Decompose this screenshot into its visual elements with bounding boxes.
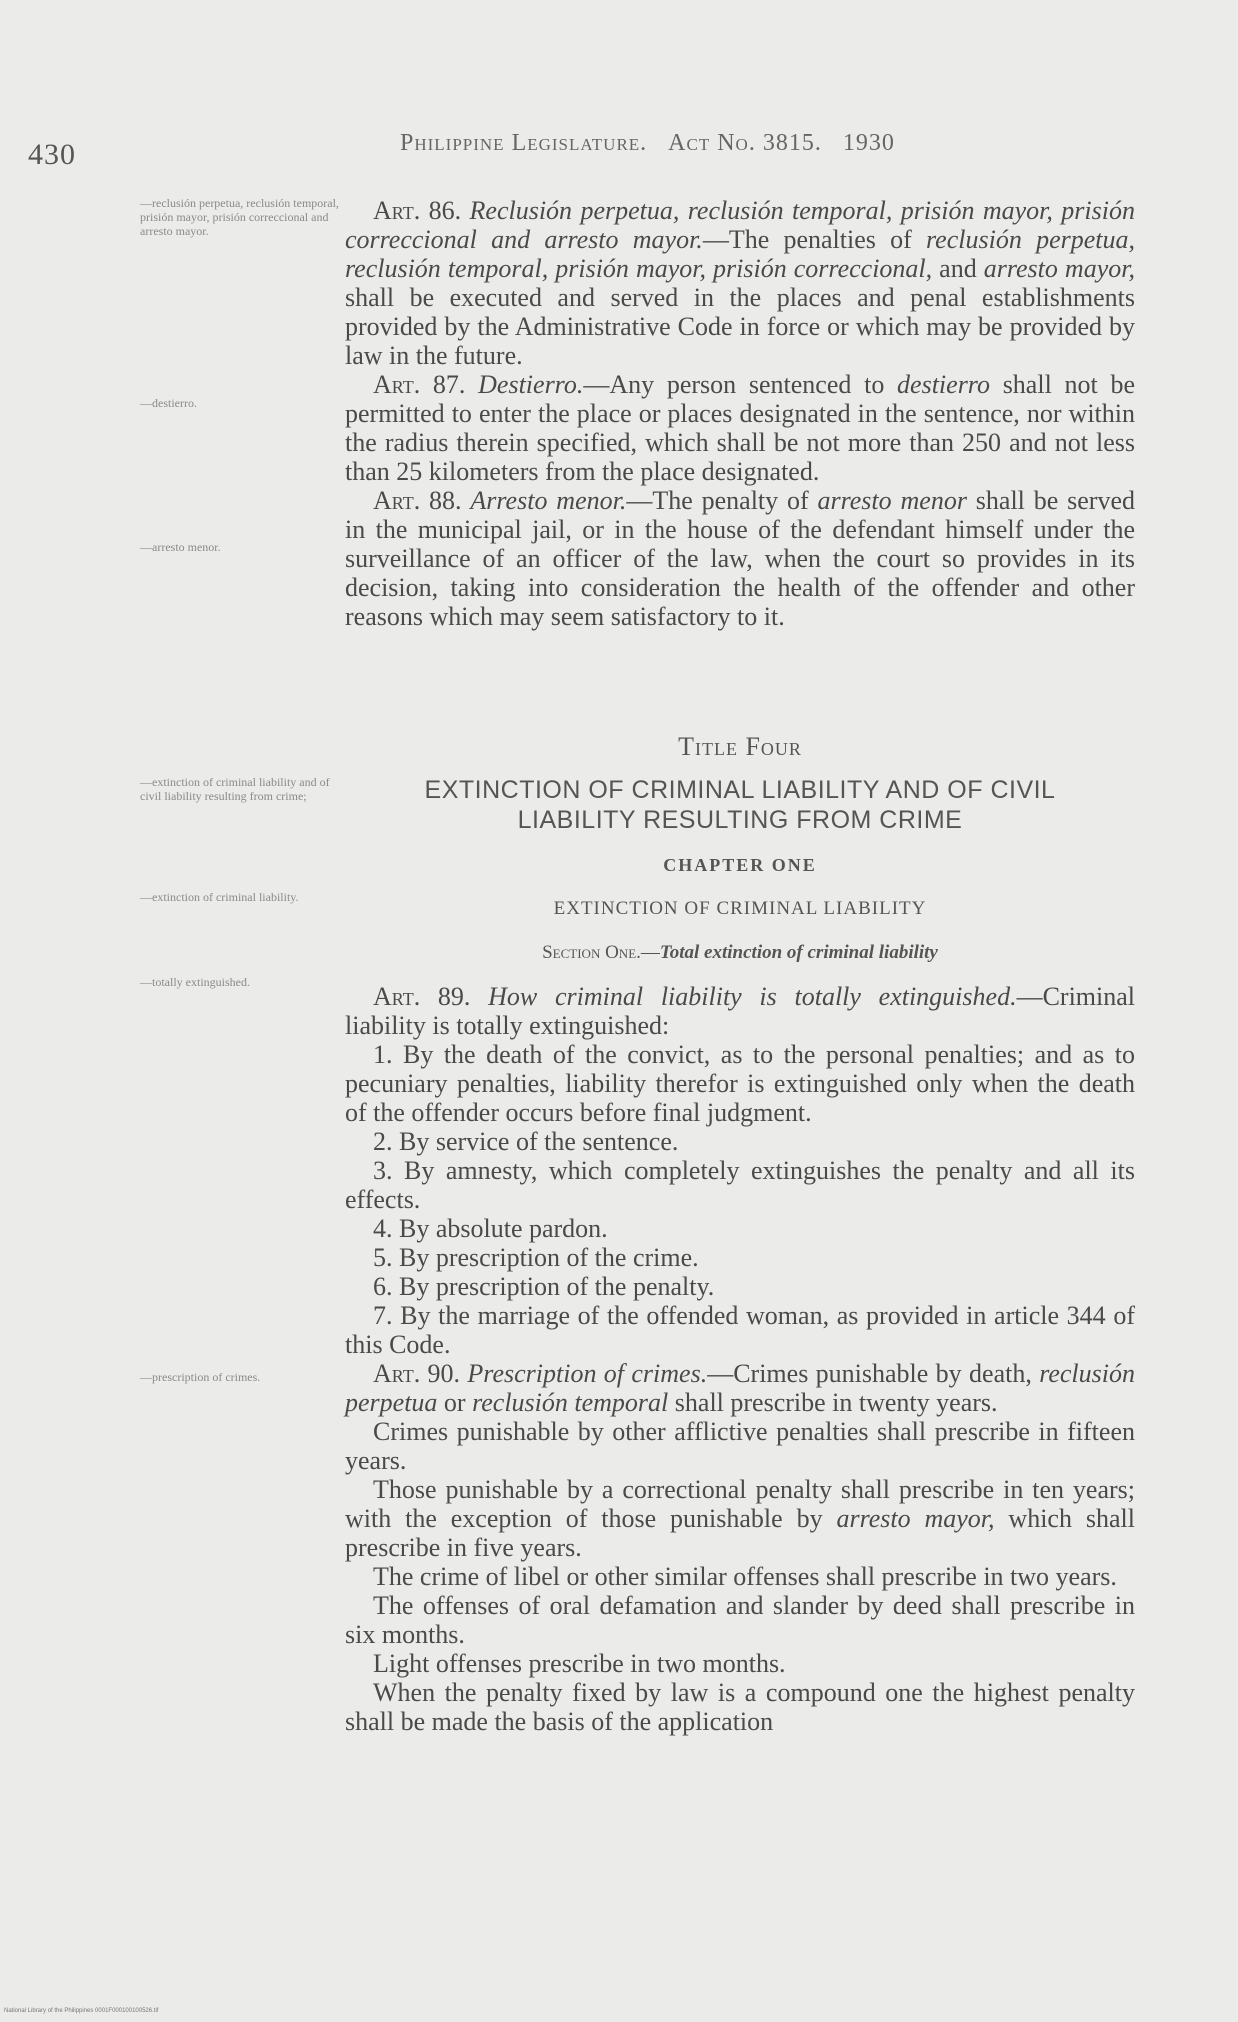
articles-86-88 xyxy=(345,196,1135,631)
article-89-item-6: 6. By prescription of the penalty. xyxy=(373,1272,715,1301)
section-label: Section One. xyxy=(542,942,641,963)
article-90-p4: The crime of libel or other similar offenses shall prescribe in two years. xyxy=(373,1562,1117,1591)
section-dash: — xyxy=(640,942,660,963)
article-86-text-e: shall be executed and served in the places and penal establishments provided by the Administrative Code in force or which may be provided by law in the future. xyxy=(345,283,1135,370)
article-87-text-a: Any person sentenced to xyxy=(609,370,898,399)
article-90-p1-a: Crimes punishable by death, xyxy=(733,1359,1040,1388)
article-86 xyxy=(345,196,1135,370)
article-88-text-b: arresto menor xyxy=(817,486,967,515)
article-90-p7: When the penalty fixed by law is a compound one the highest penalty shall be made the basis of the application xyxy=(345,1678,1135,1736)
running-head-act: Act No. 3815. xyxy=(668,130,822,156)
article-86-title: Reclusión perpetua, reclusión temporal, prisión mayor, prisión correccional and arresto mayor. xyxy=(345,196,1135,254)
article-87-title: Destierro. xyxy=(478,370,584,399)
article-89 xyxy=(345,982,1135,1040)
article-86-text-c: and xyxy=(932,254,984,283)
margin-note-reclusion: —reclusión perpetua, reclusión temporal, prisión mayor, prisión correccional and arresto mayor. xyxy=(140,196,339,238)
article-89-item-3: 3. By amnesty, which completely extinguishes the penalty and all its effects. xyxy=(345,1156,1135,1214)
section-title: Total extinction of criminal liability xyxy=(659,942,938,963)
article-86-text-b: reclusión perpetua, reclusión temporal, prisión mayor, prisión correccional, xyxy=(345,225,1135,283)
article-89-item-1: 1. By the death of the convict, as to the personal penalties; and as to pecuniary penalties, liability therefor is extinguished only when the death of the offender occurs before final judgment. xyxy=(345,1040,1135,1127)
article-86-text-a: The penalties of xyxy=(728,225,927,254)
article-89-title: How criminal liability is totally extinguished. xyxy=(488,982,1017,1011)
margin-note-arresto-menor: —arresto menor. xyxy=(140,540,221,554)
article-88-dash: — xyxy=(626,486,653,515)
margin-note-extinction-civil: —extinction of criminal liability and of civil liability resulting from crime; xyxy=(140,775,330,803)
article-90-p1-c: or xyxy=(437,1388,473,1417)
section-heading xyxy=(345,942,1135,964)
article-89-item-7: 7. By the marriage of the offended woman, as provided in article 344 of this Code. xyxy=(345,1301,1135,1359)
article-89-item-5: 5. By prescription of the crime. xyxy=(373,1243,699,1272)
article-89-label: Art. 89. xyxy=(373,982,471,1011)
margin-note-extinction-criminal: —extinction of criminal liability. xyxy=(140,890,299,904)
article-89-intro: Criminal liability is totally extinguished: xyxy=(345,982,1136,1040)
margin-note-prescription: —prescription of crimes. xyxy=(140,1370,261,1384)
article-90-p1-e: shall prescribe in twenty years. xyxy=(668,1388,998,1417)
scan-footer: National Library of the Philippines 0001F000100100526.tif xyxy=(4,2008,159,2014)
article-88-text-a: The penalty of xyxy=(652,486,818,515)
article-90-p3-c: which shall prescribe in five years. xyxy=(345,1504,1135,1562)
article-90-p1-d: reclusión temporal xyxy=(472,1388,669,1417)
article-90-p3-b: arresto mayor, xyxy=(836,1504,995,1533)
article-90-p2: Crimes punishable by other afflictive penalties shall prescribe in fifteen years. xyxy=(345,1417,1135,1475)
margin-note-totally-extinguished: —totally extinguished. xyxy=(140,975,250,989)
article-90-p6: Light offenses prescribe in two months. xyxy=(373,1649,786,1678)
running-head-year: 1930 xyxy=(842,130,895,156)
article-87-dash: — xyxy=(583,370,610,399)
article-88-label: Art. 88. xyxy=(373,486,462,515)
article-87 xyxy=(345,370,1135,486)
article-90-label: Art. 90. xyxy=(373,1359,461,1388)
article-90-p5: The offenses of oral defamation and slander by deed shall prescribe in six months. xyxy=(345,1591,1135,1649)
article-90-p3-a: Those punishable by a correctional penalty shall prescribe in ten years; with the exception of those punishable by xyxy=(345,1475,1135,1533)
article-87-text-b: destierro xyxy=(897,370,990,399)
articles-89-90 xyxy=(345,982,1135,1736)
chapter-heading: CHAPTER ONE xyxy=(663,855,817,875)
article-90 xyxy=(345,1359,1135,1417)
article-87-text-c: shall not be permitted to enter the place or places designated in the sentence, nor within the radius therein specified, which shall be not more than 250 and not less than 25 kilometers from the place designated. xyxy=(345,370,1135,486)
article-88 xyxy=(345,486,1135,631)
margin-note-destierro: —destierro. xyxy=(140,396,197,410)
article-90-title: Prescription of crimes. xyxy=(467,1359,708,1388)
article-89-dash: — xyxy=(1016,982,1043,1011)
chapter-title: EXTINCTION OF CRIMINAL LIABILITY xyxy=(553,898,927,919)
article-90-p1-b: reclusión perpetua xyxy=(345,1359,1135,1417)
running-head-prefix: Philippine Legislature. xyxy=(400,130,648,156)
article-89-item-2: 2. By service of the sentence. xyxy=(373,1127,679,1156)
running-head xyxy=(400,130,1120,157)
article-86-dash: — xyxy=(702,225,729,254)
article-86-text-d: arresto mayor, xyxy=(983,254,1135,283)
article-90-p3 xyxy=(345,1475,1135,1562)
article-88-text-c: shall be served in the municipal jail, or in the house of the defendant himself under the surveillance of an officer of the law, when the court so provides in its decision, taking into consideration the health of the offender and other reasons which may seem satisfactory to it. xyxy=(345,486,1135,631)
article-89-item-4: 4. By absolute pardon. xyxy=(373,1214,608,1243)
article-90-dash: — xyxy=(707,1359,734,1388)
title-four: Title Four xyxy=(678,732,802,761)
article-88-title: Arresto menor. xyxy=(470,486,627,515)
article-86-label: Art. 86. xyxy=(373,196,462,225)
page-number: 430 xyxy=(28,138,76,171)
title-four-heading: EXTINCTION OF CRIMINAL LIABILITY AND OF CIVIL LIABILITY RESULTING FROM CRIME xyxy=(424,776,1056,834)
article-87-label: Art. 87. xyxy=(373,370,466,399)
